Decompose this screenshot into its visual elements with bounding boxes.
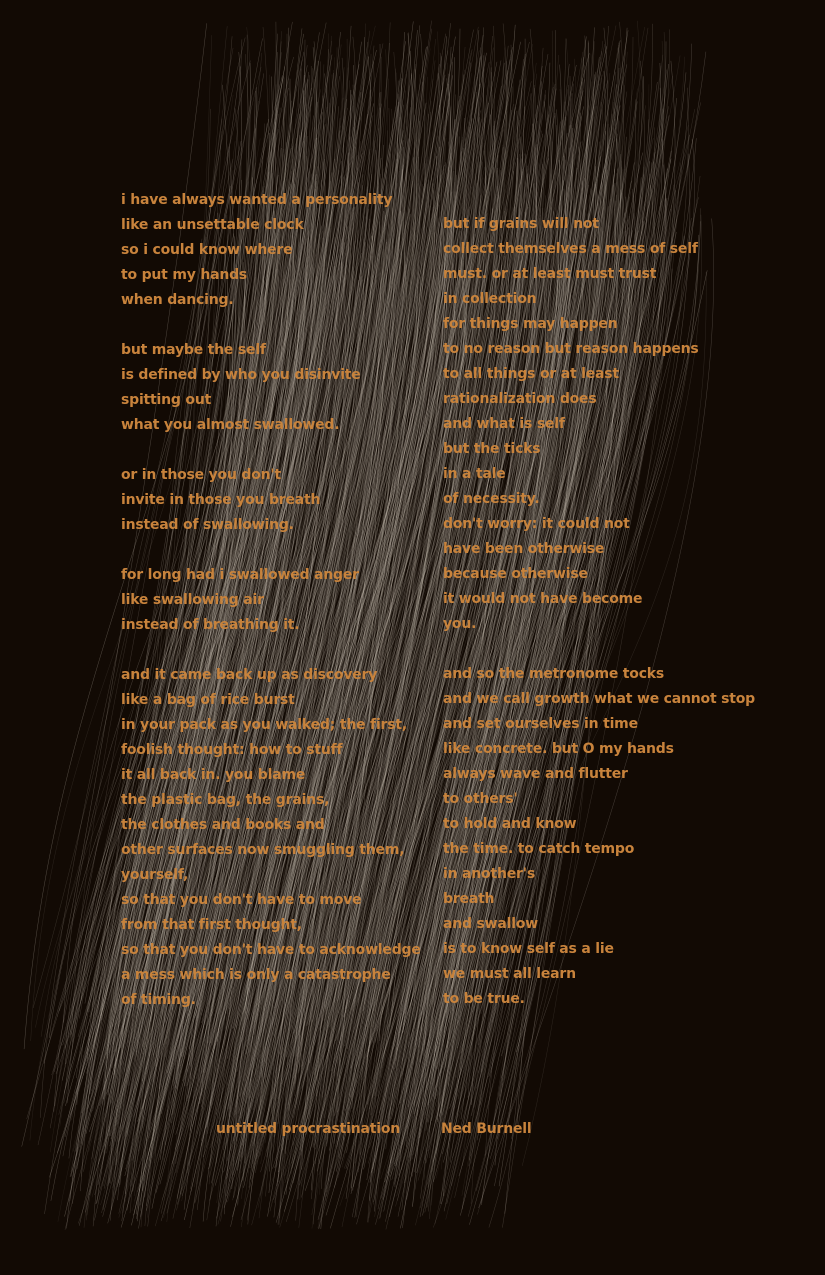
poem-line: and it came back up as discovery	[121, 667, 378, 683]
poem-line: so i could know where	[121, 242, 293, 258]
stanza-break	[443, 637, 755, 662]
poem-line: and so the metronome tocks	[443, 666, 665, 682]
poem-line: like an unsettable clock	[121, 217, 304, 233]
poem-line: in another's	[443, 866, 535, 882]
poem-line: it would not have become	[443, 591, 643, 607]
poem-line: instead of swallowing.	[121, 517, 294, 533]
stanza-break	[121, 638, 421, 663]
poem-line: must. or at least must trust	[443, 266, 657, 282]
stanza-break	[121, 438, 421, 463]
poem-title: untitled procrastination	[216, 1121, 401, 1137]
poem-line: to put my hands	[121, 267, 248, 283]
poem-line: in a tale	[443, 466, 506, 482]
poem-line: and we call growth what we cannot stop	[443, 691, 755, 707]
poem-line: a mess which is only a catastrophe	[121, 967, 391, 983]
poem-author: Ned Burnell	[441, 1121, 532, 1137]
poem-line: and swallow	[443, 916, 538, 932]
poem-line: the time. to catch tempo	[443, 841, 635, 857]
poem-line: to others'	[443, 791, 518, 807]
poem-line: the clothes and books and	[121, 817, 325, 833]
poem-line: invite in those you breath	[121, 492, 321, 508]
poem-line: in your pack as you walked; the first,	[121, 717, 407, 733]
poem-line: i have always wanted a personality	[121, 192, 393, 208]
poem-line: and set ourselves in time	[443, 716, 638, 732]
poem-line: is to know self as a lie	[443, 941, 614, 957]
poem-line: rationalization does	[443, 391, 597, 407]
poem-line: for things may happen	[443, 316, 618, 332]
poem-line: or in those you don't	[121, 467, 281, 483]
poem-line: what you almost swallowed.	[121, 417, 340, 433]
poem-line: but the ticks	[443, 441, 541, 457]
stanza-break	[121, 313, 421, 338]
poem-line: it all back in. you blame	[121, 767, 306, 783]
poem-line: always wave and flutter	[443, 766, 628, 782]
poem-line: instead of breathing it.	[121, 617, 300, 633]
poem-line: of timing.	[121, 992, 196, 1008]
poem-line: other surfaces now smuggling them,	[121, 842, 405, 858]
poem-line: so that you don't have to move	[121, 892, 362, 908]
poem-line: breath	[443, 891, 495, 907]
stanza-break	[121, 538, 421, 563]
poem-line: collect themselves a mess of self	[443, 241, 698, 257]
poem-line: when dancing.	[121, 292, 234, 308]
poem-line: like swallowing air	[121, 592, 264, 608]
poem-line: is defined by who you disinvite	[121, 367, 361, 383]
poem-line: we must all learn	[443, 966, 576, 982]
poem-left-column	[121, 188, 421, 1013]
poem-line: because otherwise	[443, 566, 588, 582]
poem-line: and what is self	[443, 416, 565, 432]
poem-line: for long had i swallowed anger	[121, 567, 359, 583]
poem-line: so that you don't have to acknowledge	[121, 942, 421, 958]
poem-line: but if grains will not	[443, 216, 599, 232]
poem-line: from that first thought,	[121, 917, 302, 933]
poem-line: have been otherwise	[443, 541, 605, 557]
poem-line: like concrete. but O my hands	[443, 741, 674, 757]
poem-line: to all things or at least	[443, 366, 619, 382]
poem-right-column	[443, 212, 755, 1012]
poem-line: yourself,	[121, 867, 189, 883]
poem-line: don't worry: it could not	[443, 516, 630, 532]
poem-line: of necessity.	[443, 491, 540, 507]
poem-line: foolish thought: how to stuff	[121, 742, 343, 758]
poem-line: but maybe the self	[121, 342, 266, 358]
poem-line: spitting out	[121, 392, 212, 408]
poem-line: in collection	[443, 291, 537, 307]
poem-line: like a bag of rice burst	[121, 692, 295, 708]
poem-line: the plastic bag, the grains,	[121, 792, 330, 808]
poem-line: to be true.	[443, 991, 525, 1007]
poem-line: to hold and know	[443, 816, 577, 832]
poem-line: you.	[443, 616, 477, 632]
poem-line: to no reason but reason happens	[443, 341, 699, 357]
